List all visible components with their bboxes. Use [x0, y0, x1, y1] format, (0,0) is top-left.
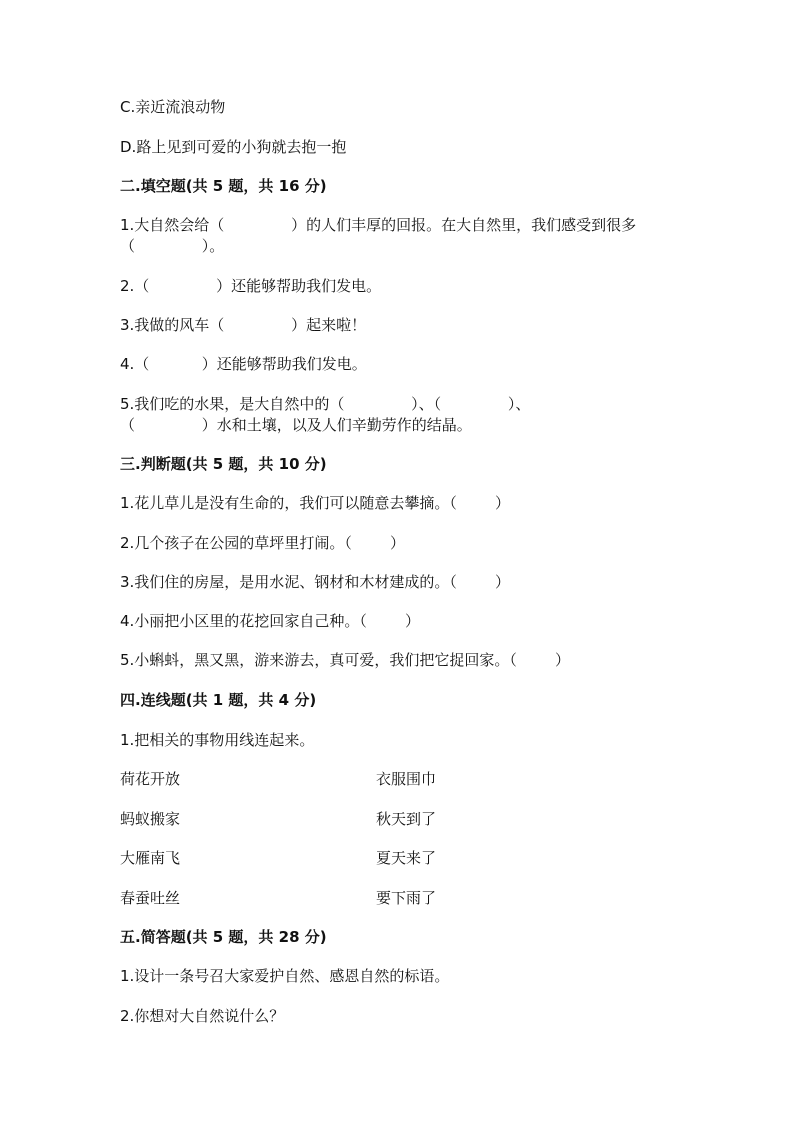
matching-right-item: 要下雨了: [376, 889, 437, 907]
fill-blank-question-5-line-1: 5.我们吃的水果，是大自然中的（ ）、（ ）、: [120, 395, 531, 413]
fill-blank-question-2: 2.（ ）还能够帮助我们发电。: [120, 277, 382, 295]
matching-left-item: 大雁南飞: [120, 849, 181, 867]
section-heading-true-false: 三.判断题(共 5 题，共 10 分): [120, 455, 327, 473]
fill-blank-question-1-line-2: （ ）。: [120, 237, 225, 255]
choice-option-c: C.亲近流浪动物: [120, 98, 226, 116]
true-false-question-5: 5.小蝌蚪，黑又黑，游来游去，真可爱，我们把它捉回家。（ ）: [120, 651, 570, 669]
matching-right-item: 夏天来了: [376, 849, 437, 867]
matching-right-item: 衣服围巾: [376, 770, 437, 788]
section-heading-fill-blank: 二.填空题(共 5 题，共 16 分): [120, 177, 327, 195]
matching-question-1: 1.把相关的事物用线连起来。: [120, 731, 315, 749]
matching-left-item: 春蚕吐丝: [120, 889, 181, 907]
fill-blank-question-3: 3.我做的风车（ ）起来啦！: [120, 316, 367, 334]
fill-blank-question-1-line-1: 1.大自然会给（ ）的人们丰厚的回报。在大自然里，我们感受到很多: [120, 216, 637, 234]
short-answer-question-2: 2.你想对大自然说什么？: [120, 1007, 285, 1025]
matching-right-item: 秋天到了: [376, 810, 437, 828]
choice-option-d: D.路上见到可爱的小狗就去抱一抱: [120, 138, 347, 156]
fill-blank-question-4: 4.（ ）还能够帮助我们发电。: [120, 355, 367, 373]
section-heading-short-answer: 五.简答题(共 5 题，共 28 分): [120, 928, 327, 946]
fill-blank-question-5-line-2: （ ）水和土壤，以及人们辛勤劳作的结晶。: [120, 416, 472, 434]
true-false-question-3: 3.我们住的房屋，是用水泥、钢材和木材建成的。（ ）: [120, 573, 510, 591]
matching-left-item: 荷花开放: [120, 770, 181, 788]
true-false-question-4: 4.小丽把小区里的花挖回家自己种。（ ）: [120, 612, 420, 630]
short-answer-question-1: 1.设计一条号召大家爱护自然、感恩自然的标语。: [120, 967, 450, 985]
section-heading-matching: 四.连线题(共 1 题，共 4 分): [120, 691, 317, 709]
matching-left-item: 蚂蚁搬家: [120, 810, 181, 828]
true-false-question-2: 2.几个孩子在公园的草坪里打闹。（ ）: [120, 534, 405, 552]
true-false-question-1: 1.花儿草儿是没有生命的，我们可以随意去攀摘。（ ）: [120, 494, 510, 512]
